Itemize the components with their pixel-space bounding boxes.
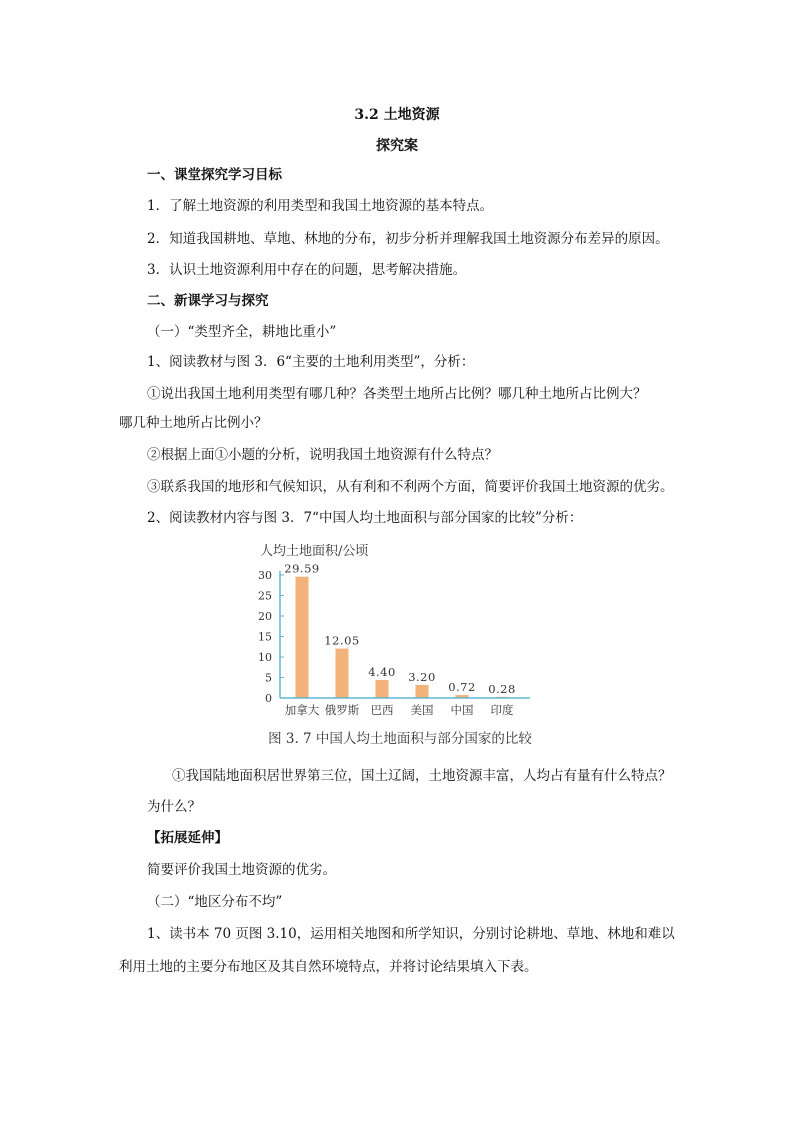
doc-title: 3.2 土地资源 [354,107,440,123]
goal-1: 1．了解土地资源的利用类型和我国土地资源的基本特点。 [147,198,494,214]
extension-text: 简要评价我国土地资源的优劣。 [147,862,336,878]
question-1a-line-2: 哪几种土地所占比例小？ [119,415,268,431]
bar-2 [376,680,389,698]
category-label: 加拿大 [284,703,320,717]
question-3-line-2: 利用土地的主要分布地区及其自然环境特点，并将讨论结果填入下表。 [119,959,538,975]
question-1c: ③联系我国的地形和气候知识，从有利和不利两个方面，简要评价我国土地资源的优劣。 [147,479,674,495]
chart-caption: 图 3. 7 中国人均土地面积与部分国家的比较 [268,731,532,747]
category-label: 美国 [410,703,434,717]
category-label: 印度 [490,703,514,717]
y-tick-label: 10 [258,651,272,664]
y-tick-label: 0 [265,692,272,705]
value-label: 4.40 [368,664,396,679]
section-2-heading: 二、新课学习与探究 [147,293,269,309]
question-2a-line-1: ①我国陆地面积居世界第三位，国土辽阔，土地资源丰富，人均占有量有什么特点？ [172,768,672,784]
goal-2: 2．知道我国耕地、草地、林地的分布，初步分析并理解我国土地资源分布差异的原因。 [147,231,669,247]
bar-0 [296,577,309,698]
question-2: 2、阅读教材内容与图 3．7“中国人均土地面积与部分国家的比较”分析： [147,510,583,526]
value-label: 3.20 [408,669,436,684]
bar-3 [416,685,429,698]
value-label: 29.59 [284,561,320,576]
chart-ylabel: 人均土地面积/公顷 [260,544,369,559]
y-tick-label: 20 [258,610,272,623]
subsection-2: （二）“地区分布不均” [147,894,283,910]
extension-heading: 【拓展延伸】 [147,830,228,846]
question-2a-line-2: 为什么？ [147,799,201,815]
value-label: 0.28 [488,681,516,696]
bar-1 [336,649,349,698]
value-label: 0.72 [448,680,476,695]
land-per-capita-chart [250,538,550,753]
question-1: 1、阅读教材与图 3．6“主要的土地利用类型”，分析： [147,354,475,370]
category-label: 俄罗斯 [324,703,360,717]
question-3-line-1: 1、读书本 70 页图 3.10，运用相关地图和所学知识，分别讨论耕地、草地、林地和难以 [147,926,675,942]
subsection-1: （一）“类型齐全，耕地比重小” [147,324,337,340]
question-1a-line-1: ①说出我国土地利用类型有哪几种？各类型土地所占比例？哪几种土地所占比例大？ [147,386,647,402]
y-tick-label: 15 [258,630,272,644]
category-label: 巴西 [370,703,394,717]
y-tick-label: 30 [258,569,272,582]
y-tick-label: 5 [265,671,272,685]
bar-chart-svg [250,538,550,753]
section-1-heading: 一、课堂探究学习目标 [147,167,282,183]
doc-subtitle: 探究案 [376,138,418,154]
y-tick-label: 25 [258,589,272,603]
value-label: 12.05 [324,633,360,648]
question-1b: ②根据上面①小题的分析，说明我国土地资源有什么特点？ [147,447,498,463]
category-label: 中国 [450,703,474,717]
goal-3: 3．认识土地资源利用中存在的问题，思考解决措施。 [147,262,467,278]
